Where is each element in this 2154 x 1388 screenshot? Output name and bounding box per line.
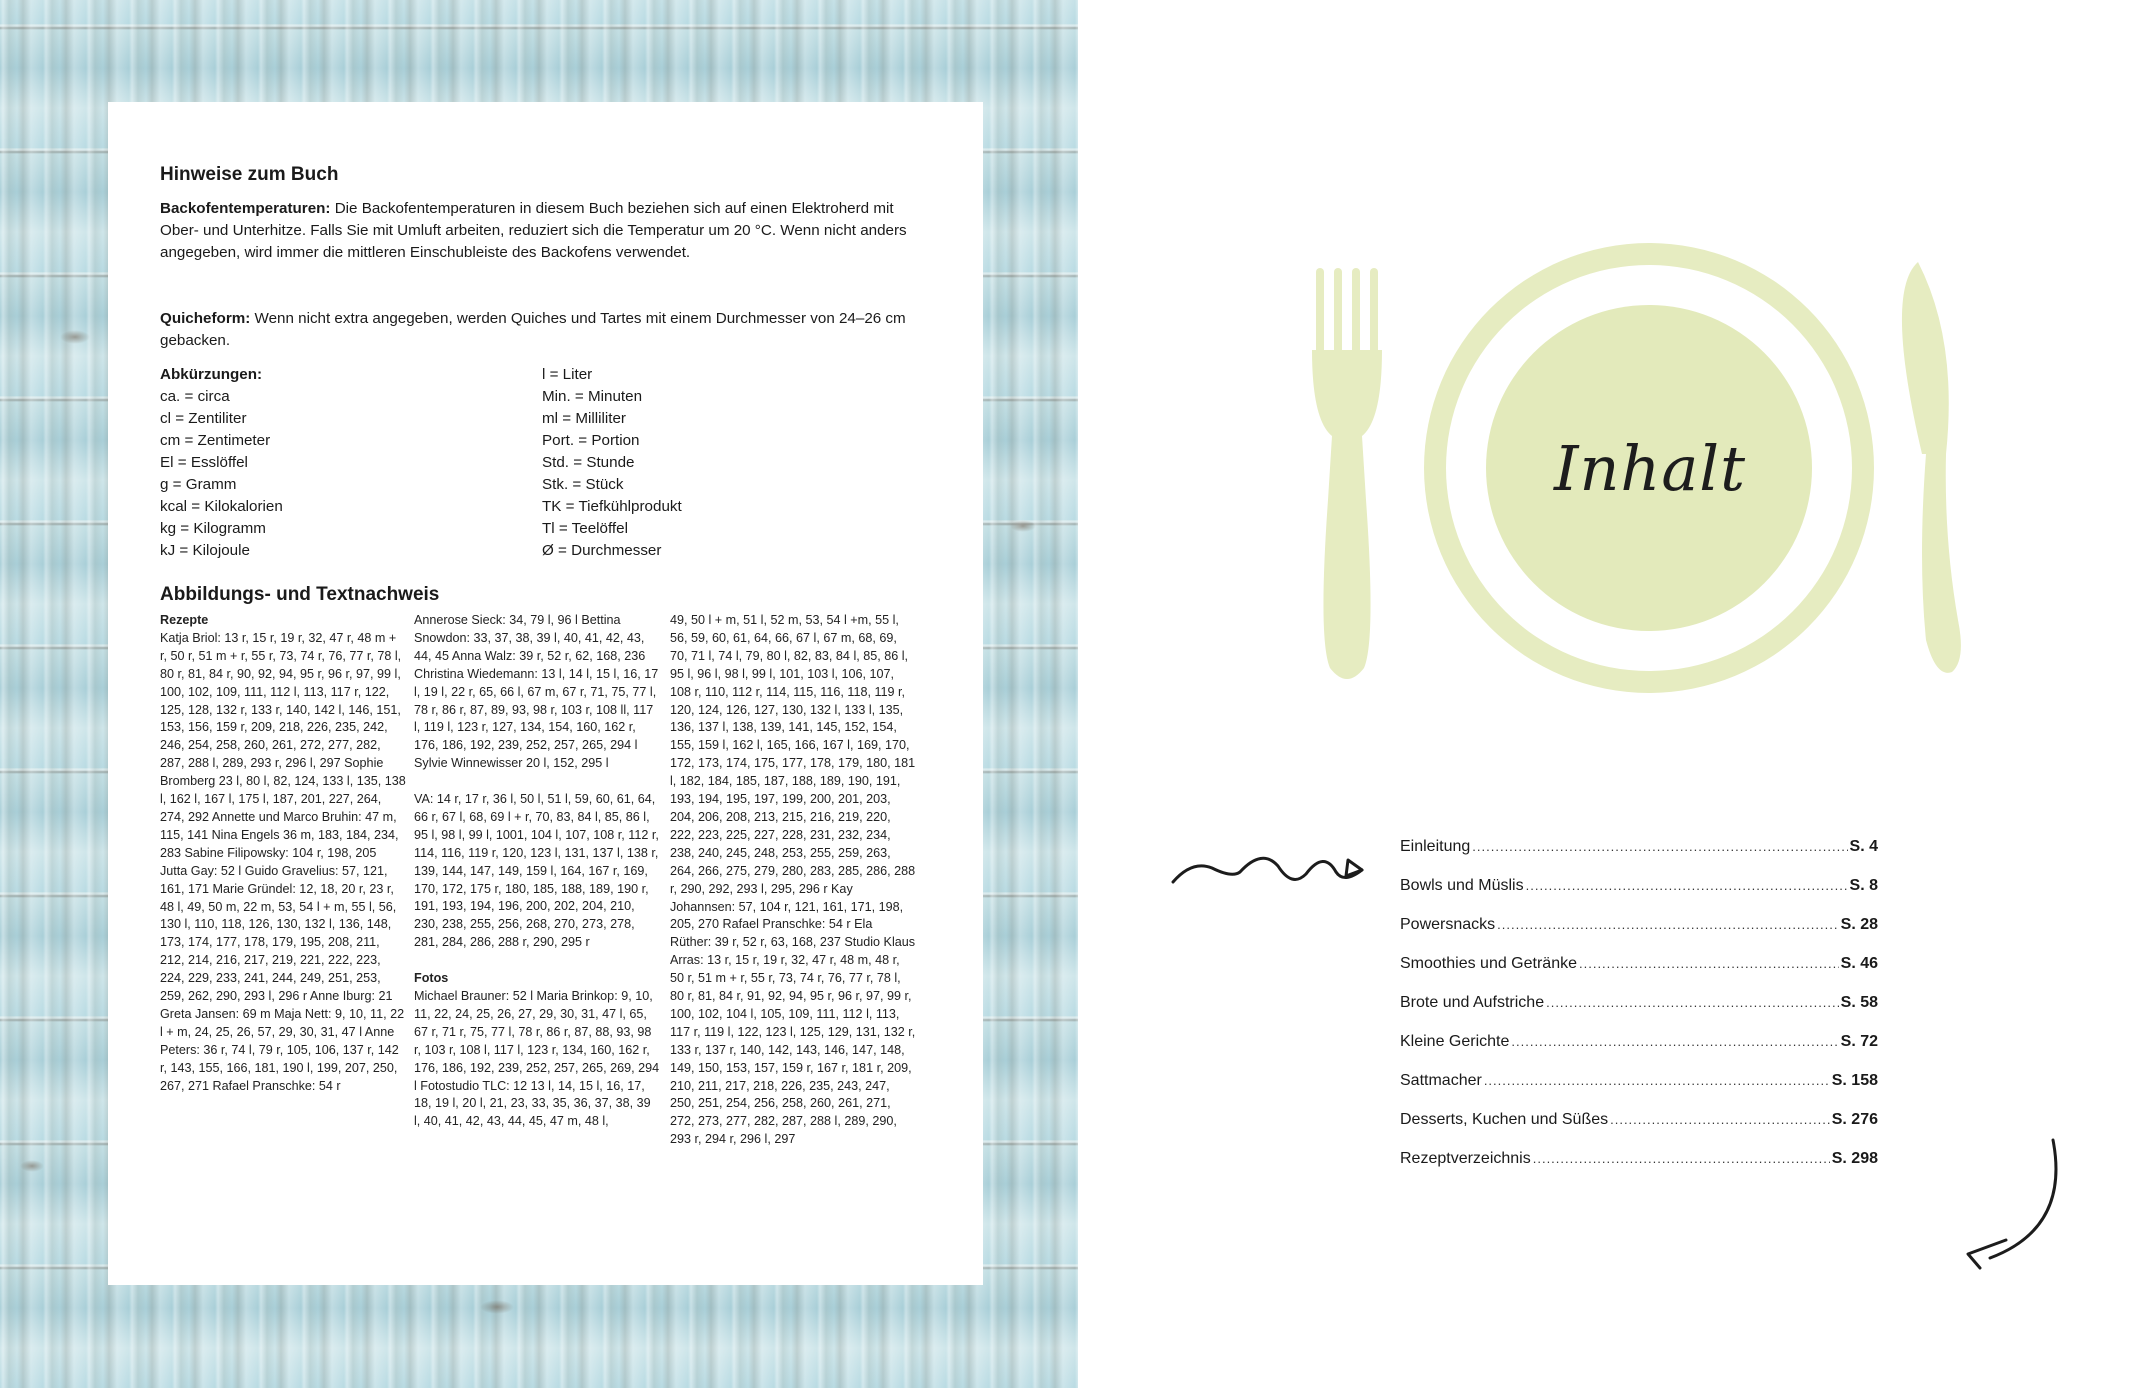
squiggle-arrow-icon (1173, 858, 1362, 882)
credits-text: 49, 50 l + m, 51 l, 52 m, 53, 54 l +m, 55 l, 56, 59, 60, 61, 64, 66, 67 l, 67 m, 68, 69, 70, 71 l, 74 l, 79, 80 l, 82, 83, 84 l, 85, 86 l, 95 l, 96 l, 98 l, 99 l, 101, 103 l, 106, 107, 108 r, 110, 112 r, 114, 115, 116, 118, 119 r, 120, 124, 126, 127, 130, 132 l, 133 l, 135, 136, 137 l, 138, 139, 141, 145, 152, 154, 155, 159 l, 162 l, 165, 166, 167 l, 169, 170, 172, 173, 174, 175, 177, 178, 179, 180, 181 l, 182, 184, 185, 187, 188, 189, 190, 191, 193, 194, 195, 197, 199, 200, 201, 203, 204, 206, 208, 213, 215, 216, 219, 220, 222, 223, 225, 227, 228, 231, 232, 234, 238, 240, 245, 248, 253, 255, 259, 263, 264, 266, 275, 279, 280, 283, 285, 286, 288 r, 290, 292, 293 l, 295, 296 r Kay Johannsen: 57, 104 r, 121, 161, 171, 198, 205, 270 Rafael Pranschke: 54 r Ela Rüther: 39 r, 52 r, 63, 168, 237 Studio Klaus Arras: 13 r, 15 r, 19 r, 32, 47 r, 48 m, 48 r, 50 r, 51 m + r, 55 r, 73, 74 r, 76, 77 r, 78 l, 80 r, 81, 84 r, 91, 92, 94, 95 r, 96 r, 97, 99 r, 100, 102, 104 l, 105, 109, 111, 112 l, 113, 117 r, 119 l, 122, 123 l, 125, 129, 131, 132 r, 133 r, 137 r, 140, 142, 143, 146, 147, 148, 149, 150, 153, 157, 159 r, 167 r, 181 r, 209, 210, 211, 217, 218, 226, 235, 243, 247, 250, 251, 254, 256, 258, 260, 261, 271, 272, 273, 277, 282, 287, 288 l, 289, 290, 293 r, 294 r, 296 l, 297 (670, 613, 916, 1147)
toc-entry-label: Einleitung (1400, 838, 1471, 855)
toc-entry-page: S. 276 (1831, 1111, 1878, 1128)
curved-arrow-icon (1968, 1140, 2056, 1268)
abbreviations-heading: Abkürzungen: (160, 366, 263, 383)
credits-heading: Abbildungs- und Textnachweis (160, 584, 440, 605)
abbreviation-item: Ø = Durchmesser (542, 542, 662, 559)
abbreviation-item: Std. = Stunde (542, 454, 635, 471)
abbreviation-item: Min. = Minuten (542, 388, 643, 405)
abbreviation-item: cm = Zentimeter (160, 432, 271, 449)
toc-entry-page: S. 58 (1840, 994, 1878, 1011)
notes-heading: Hinweise zum Buch (160, 164, 339, 185)
credits-text: VA: 14 r, 17 r, 36 l, 50 l, 51 l, 59, 60, 61, 64, 66 r, 67 l, 68, 69 l + r, 70, 83, 84 l, 85, 86 l, 95 l, 98 l, 99 l, 1001, 104 l, 107, 108 r, 112 r, 114, 116, 119 r, 120, 123 l, 131, 137 l, 138 r, 139, 144, 147, 149, 159 l, 164, 167 r, 169, 170, 172, 175 r, 180, 185, 188, 189, 190 r, 191, 193, 194, 196, 200, 202, 204, 210, 230, 238, 255, 256, 268, 270, 273, 278, 281, 284, 286, 288 r, 290, 295 r (414, 792, 659, 950)
toc-entry-label: Powersnacks (1400, 916, 1496, 933)
table-of-contents (1400, 838, 1878, 1189)
abbreviation-item: cl = Zentiliter (160, 410, 247, 427)
toc-entry-page: S. 4 (1849, 838, 1878, 855)
toc-entry[interactable] (1400, 955, 1878, 994)
toc-entry-label: Smoothies und Getränke (1400, 955, 1577, 972)
toc-entry[interactable] (1400, 1150, 1878, 1189)
quiche-label: Quicheform: (160, 310, 251, 327)
toc-entry[interactable] (1400, 994, 1878, 1033)
abbreviation-item: Tl = Teelöffel (542, 520, 628, 537)
toc-entry-page: S. 46 (1840, 955, 1878, 972)
toc-entry-page: S. 28 (1840, 916, 1878, 933)
toc-entry[interactable] (1400, 916, 1878, 955)
toc-entry-page: S. 8 (1849, 877, 1878, 894)
toc-entry-label: Bowls und Müslis (1400, 877, 1524, 894)
fork-icon (1312, 268, 1382, 679)
toc-entry[interactable] (1400, 1072, 1878, 1111)
abbreviation-item: kg = Kilogramm (160, 520, 266, 537)
credits-subheading-photos: Fotos (414, 971, 449, 986)
abbreviation-item: Stk. = Stück (542, 476, 624, 493)
knife-icon (1902, 262, 1961, 673)
credits-text: Michael Brauner: 52 l Maria Brinkop: 9, 10, 11, 22, 24, 25, 26, 27, 29, 30, 31, 47 l, 65, 67 r, 71 r, 75, 77 l, 78 r, 86 r, 87, 88, 93, 98 r, 103 r, 108 l, 117 l, 123 r, 134, 160, 162 r, 176, 186, 192, 239, 252, 257, 265, 269, 294 l Fotostudio TLC: 12 13 l, 14, 15 l, 16, 17, 18, 19 l, 20 l, 21, 23, 33, 35, 36, 37, 38, 39 l, 40, 41, 42, 43, 44, 45, 47 m, 48 l, (414, 989, 660, 1129)
toc-entry[interactable] (1400, 877, 1878, 916)
abbreviation-item: Port. = Portion (542, 432, 640, 449)
oven-temperature-text: Die Backofentemperaturen in diesem Buch beziehen sich auf einen Elektroherd mit Ober- und Unterhitze. Falls Sie mit Umluft arbeiten, reduziert sich die Temperatur um 20 °C. Wenn nicht anders angegeben, wird immer die mittleren Einschubleiste des Backofens verwendet. (160, 200, 907, 261)
oven-temperature-label: Backofentemperaturen: (160, 200, 331, 217)
toc-entry-page: S. 72 (1840, 1033, 1878, 1050)
toc-entry[interactable] (1400, 1033, 1878, 1072)
toc-entry-page: S. 298 (1831, 1150, 1878, 1167)
abbreviation-item: l = Liter (542, 366, 593, 383)
credits-subheading-recipes: Rezepte (160, 613, 209, 627)
toc-entry-page: S. 158 (1831, 1072, 1878, 1089)
abbreviation-item: kJ = Kilojoule (160, 542, 250, 559)
contents-title: Inhalt (1553, 432, 1747, 505)
toc-entry-label: Desserts, Kuchen und Süßes (1400, 1111, 1609, 1128)
toc-entry[interactable] (1400, 838, 1878, 877)
credits-text: Annerose Sieck: 34, 79 l, 96 l Bettina Snowdon: 33, 37, 38, 39 l, 40, 41, 42, 43, 44, 45 Anna Walz: 39 r, 52 r, 62, 168, 236 Christina Wiedemann: 13 l, 14 l, 15 l, 16, 17 l, 19 l, 22 r, 65, 66 l, 67 m, 67 r, 71, 75, 77 l, 78 r, 86 r, 87, 89, 93, 98 r, 103 r, 108 ll, 117 l, 119 l, 123 r, 127, 134, 154, 160, 162 r, 176, 186, 192, 239, 252, 257, 265, 294 l Sylvie Winnewisser 20 l, 152, 295 l (414, 613, 659, 771)
toc-entry-label: Sattmacher (1400, 1072, 1482, 1089)
abbreviation-item: ml = Milliliter (542, 410, 626, 427)
quiche-text: Wenn nicht extra angegeben, werden Quiches und Tartes mit einem Durchmesser von 24–26 cm gebacken. (160, 310, 906, 349)
abbreviation-item: TK = Tiefkühlprodukt (542, 498, 682, 515)
toc-entry-label: Brote und Aufstriche (1400, 994, 1545, 1011)
toc-entry[interactable] (1400, 1111, 1878, 1150)
abbreviation-item: kcal = Kilokalorien (160, 498, 283, 515)
toc-entry-label: Kleine Gerichte (1400, 1033, 1510, 1050)
abbreviation-item: El = Esslöffel (160, 454, 248, 471)
abbreviation-item: g = Gramm (160, 476, 237, 493)
abbreviation-item: ca. = circa (160, 388, 230, 405)
toc-entry-label: Rezeptverzeichnis (1400, 1150, 1531, 1167)
credits-text: Katja Briol: 13 r, 15 r, 19 r, 32, 47 r, 48 m + r, 50 r, 51 m + r, 55 r, 73, 74 r, 76, 77 r, 78 l, 80 r, 81, 84 r, 90, 92, 94, 95 r, 96 r, 97, 99 l, 100, 102, 109, 111, 112 l, 113, 117 r, 122, 125, 128, 132 r, 133 r, 140, 142 l, 146, 151, 153, 156, 159 r, 209, 218, 226, 235, 242, 246, 254, 258, 260, 261, 272, 277, 282, 287, 288 l, 289, 293 r, 296 l, 297 Sophie Bromberg 23 l, 80 l, 82, 124, 133 l, 135, 138 l, 162 l, 167 l, 175 l, 187, 201, 227, 264, 274, 292 Annette und Marco Bruhin: 47 m, 115, 141 Nina Engels 36 m, 183, 184, 234, 283 Sabine Filipowsky: 104 r, 198, 205 Jutta Gay: 52 l Guido Gravelius: 57, 121, 161, 171 Marie Gründel: 12, 18, 20 r, 23 r, 48 l, 49, 50 m, 22 m, 53, 54 l + m, 55 l, 56, 130 l, 110, 118, 126, 130, 132 l, 136, 148, 173, 174, 177, 178, 179, 195, 208, 211, 212, 214, 216, 217, 219, 221, 222, 223, 224, 229, 233, 241, 244, 249, 251, 253, 259, 262, 290, 293 l, 296 r Anne Iburg: 21 Greta Jansen: 69 m Maja Nett: 9, 10, 11, 22 l + m, 24, 25, 26, 57, 29, 30, 31, 47 l Anne Peters: 36 r, 74 l, 79 r, 105, 106, 137 r, 142 r, 143, 155, 166, 181, 190 l, 199, 207, 250, 267, 271 Rafael Pranschke: 54 r (160, 630, 406, 1093)
